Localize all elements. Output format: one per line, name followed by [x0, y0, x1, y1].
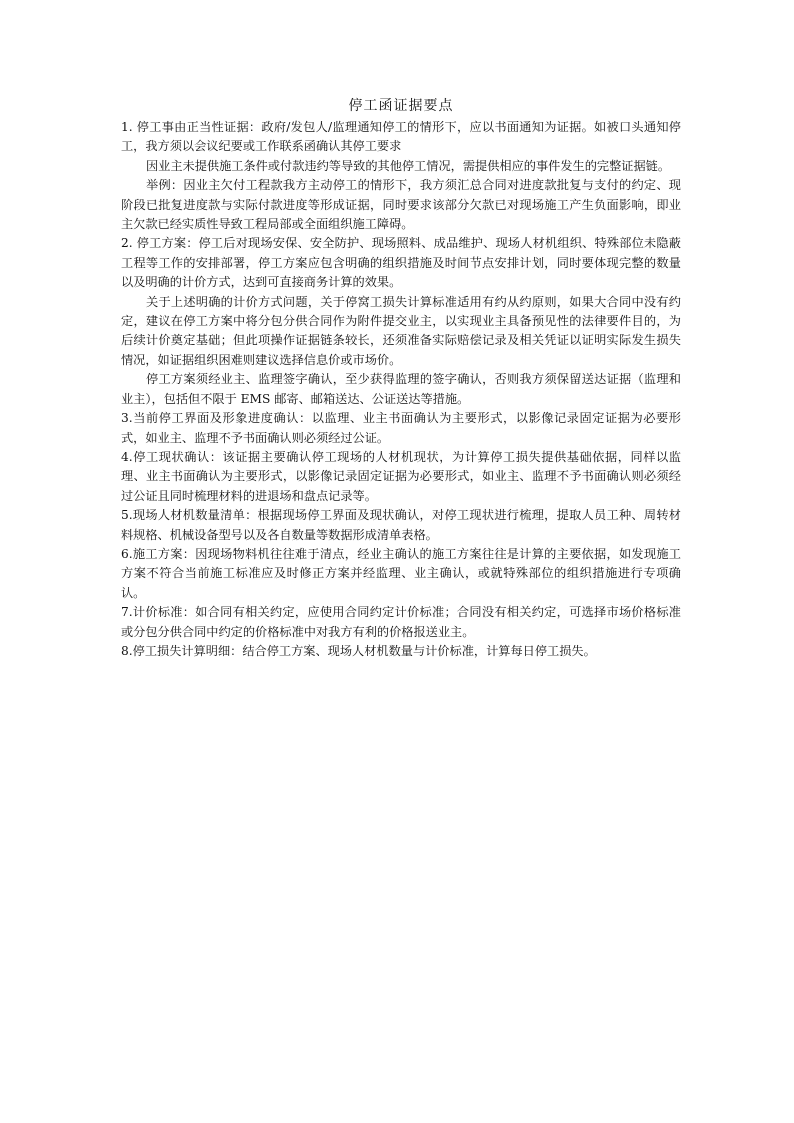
paragraph-7-pricing-standard: 7.计价标准：如合同有相关约定，应使用合同约定计价标准；合同没有相关约定，可选择市场价格标准或分包分供合同中约定的价格标准中对我方有利的价格报送业主。 — [121, 605, 681, 639]
paragraph-plan-confirmation: 停工方案须经业主、监理签字确认，至少获得监理的签字确认，否则我方须保留送达证据（监理和业主），包括但不限于 EMS 邮寄、邮箱送达、公证送达等措施。 — [121, 372, 681, 406]
document-title: 停工函证据要点 — [348, 98, 454, 114]
paragraph-3-interface-progress: 3.当前停工界面及形象进度确认：以监理、业主书面确认为主要形式，以影像记录固定证据为必要形式，如业主、监理不予书面确认则必须经过公证。 — [121, 411, 681, 445]
paragraph-4-status-confirmation: 4.停工现状确认：该证据主要确认停工现场的人材机现状，为计算停工损失提供基础依据，同样以监理、业主书面确认为主要形式，以影像记录固定证据为必要形式，如业主、监理不予书面确认则必须经过公证且同时梳理材料的进退场和盘点记录等。 — [121, 449, 681, 503]
paragraph-owner-conditions: 因业主未提供施工条件或付款违约等导致的其他停工情况，需提供相应的事件发生的完整证据链。 — [146, 158, 671, 173]
paragraph-example: 举例：因业主欠付工程款我方主动停工的情形下，我方须汇总合同对进度款批复与支付的约定、现阶段已批复进度款与实际付款进度等形成证据，同时要求该部分欠款已对现场施工产生负面影响，即业主欠款已经实质性导致工程局部或全面组织施工障碍。 — [121, 178, 681, 232]
paragraph-5-resource-list: 5.现场人材机数量清单：根据现场停工界面及现状确认，对停工现状进行梳理，提取人员工种、周转材料规格、机械设备型号以及各自数量等数据形成清单表格。 — [121, 508, 681, 542]
paragraph-6-construction-plan: 6.施工方案：因现场物料机往往难于清点，经业主确认的施工方案往往是计算的主要依据，如发现施工方案不符合当前施工标准应及时修正方案并经监理、业主确认，或就特殊部位的组织措施进行专项确认。 — [121, 546, 681, 600]
paragraph-1-stop-reason: 1. 停工事由正当性证据：政府/发包人/监理通知停工的情形下，应以书面通知为证据。如被口头通知停工，我方须以会议纪要或工作联系函确认其停工要求 — [121, 120, 681, 154]
document-page — [121, 96, 681, 661]
paragraph-8-loss-calculation: 8.停工损失计算明细：结合停工方案、现场人材机数量与计价标准，计算每日停工损失。 — [121, 643, 596, 658]
paragraph-pricing-method: 关于上述明确的计价方式问题，关于停窝工损失计算标准适用有约从约原则，如果大合同中没有约定，建议在停工方案中将分包分供合同作为附件提交业主，以实现业主具备预见性的法律要件目的，为后续计价奠定基础；但此项操作证据链条较长，还须准备实际赔偿记录及相关凭证以证明实际发生损失情况，如证据组织困难则建议选择信息价或市场价。 — [121, 294, 681, 367]
paragraph-2-stop-plan: 2. 停工方案：停工后对现场安保、安全防护、现场照料、成品维护、现场人材机组织、特殊部位未隐蔽工程等工作的安排部署，停工方案应包含明确的组织措施及时间节点安排计划，同时要体现完整的数量以及明确的计价方式，达到可直接商务计算的效果。 — [121, 236, 681, 290]
